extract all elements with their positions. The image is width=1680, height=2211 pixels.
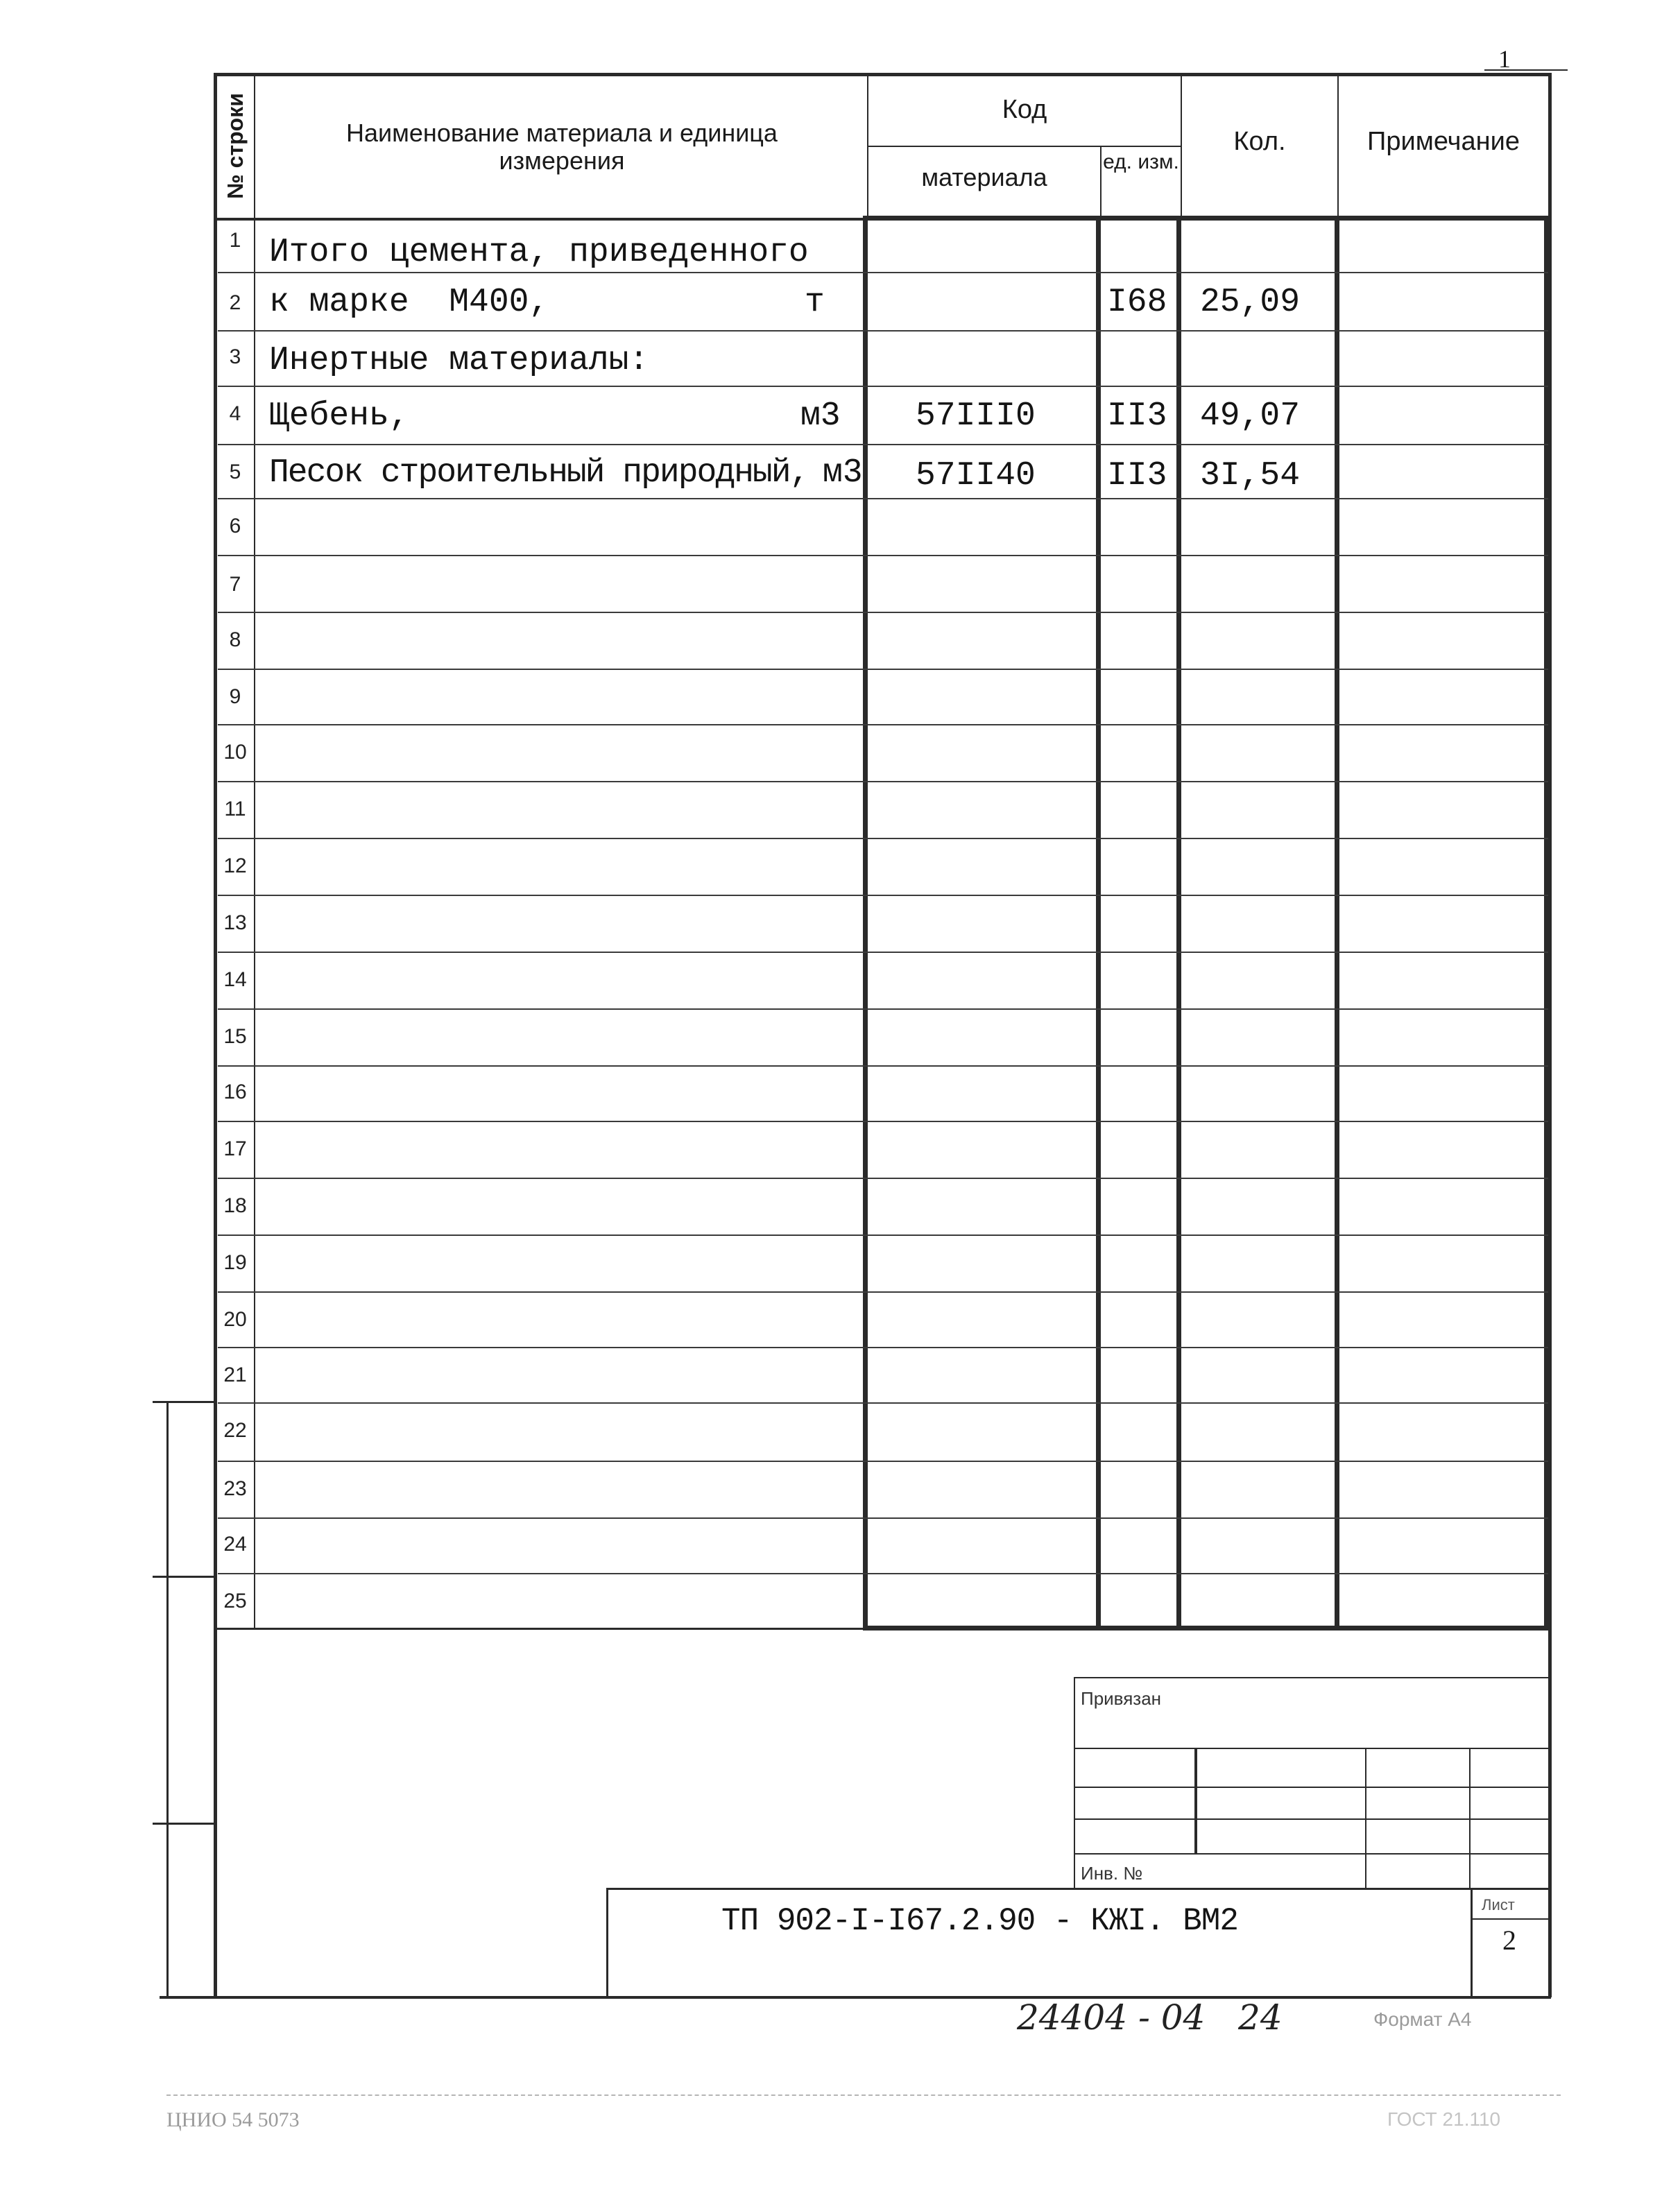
header-material: материала bbox=[921, 163, 1047, 191]
row-5-unit-code: II3 bbox=[1107, 457, 1167, 494]
row-number: 23 bbox=[223, 1477, 247, 1500]
row-number: 20 bbox=[223, 1308, 247, 1331]
row-4-unit-code: II3 bbox=[1107, 397, 1167, 435]
stamp-divider bbox=[1365, 1748, 1366, 1889]
row-5-material: 57II40 bbox=[916, 457, 1036, 494]
title-sheet-split bbox=[1471, 1918, 1548, 1920]
row-number: 2 bbox=[229, 291, 241, 314]
row-number: 5 bbox=[229, 461, 241, 483]
col-right-thick bbox=[1544, 216, 1549, 1631]
row-number: 10 bbox=[223, 741, 247, 764]
sheet-label: Лист bbox=[1482, 1896, 1515, 1913]
row-1-name: Итого цемента, приведенного bbox=[269, 234, 809, 271]
row-number: 11 bbox=[224, 798, 246, 820]
table-bottom bbox=[214, 1628, 866, 1630]
row-number: 21 bbox=[223, 1363, 247, 1386]
stamp-line bbox=[1074, 1853, 1548, 1855]
row-number: 13 bbox=[223, 911, 247, 934]
row-number: 18 bbox=[223, 1194, 247, 1217]
header-qty: Кол. bbox=[1233, 127, 1286, 156]
binding-tick bbox=[153, 1401, 215, 1403]
footer-rule bbox=[166, 2094, 1561, 2096]
row-number: 9 bbox=[229, 685, 241, 708]
binding-margin-line bbox=[166, 1401, 169, 1996]
format-label: Формат А4 bbox=[1373, 2008, 1472, 2030]
header-code: Код bbox=[1002, 95, 1047, 124]
page-number: 1 bbox=[1498, 45, 1511, 73]
stamp-line bbox=[1074, 1818, 1548, 1820]
row-2-qty: 25,09 bbox=[1200, 284, 1301, 321]
row-number: 14 bbox=[223, 968, 247, 991]
row-4-name: Щебень, bbox=[269, 397, 409, 435]
binding-tick bbox=[153, 1823, 215, 1825]
header-code-split bbox=[867, 146, 1181, 147]
document-code: ТП 902-I-I67.2.90 - КЖI. ВМ2 bbox=[721, 1903, 1238, 1939]
stamp-inv-label: Инв. № bbox=[1081, 1863, 1143, 1884]
frame-top bbox=[214, 73, 1551, 76]
frame-left bbox=[214, 73, 217, 1997]
row-number: 12 bbox=[223, 854, 247, 877]
row-5-name: Песок строительный природный, bbox=[269, 454, 809, 492]
row-2-name: к марке М400, bbox=[269, 284, 549, 321]
header-unit: ед. изм. bbox=[1103, 150, 1179, 173]
sheet-number: 2 bbox=[1502, 1925, 1516, 1956]
header-row-number bbox=[217, 76, 253, 215]
frame-bottom bbox=[160, 1996, 1551, 1999]
header-divider-rowno bbox=[254, 73, 255, 1628]
row-4-unit-label: м3 bbox=[800, 397, 841, 435]
row-number: 8 bbox=[229, 628, 241, 651]
row-number: 16 bbox=[223, 1081, 247, 1103]
row-number: 1 bbox=[229, 229, 241, 252]
header-name: Наименование материала и единица измерения bbox=[346, 119, 778, 175]
col-unit-left-thick bbox=[1096, 216, 1101, 1631]
col-qty-left-thick bbox=[1176, 216, 1181, 1631]
header-bottom-thick bbox=[863, 216, 1548, 221]
row-number: 24 bbox=[223, 1533, 247, 1556]
printer-label: ЦНИО 54 5073 bbox=[166, 2108, 300, 2131]
handwritten-number: 24404 - 04 24 bbox=[1017, 1997, 1283, 2038]
row-5-unit-label: м3 bbox=[823, 454, 863, 492]
row-4-qty: 49,07 bbox=[1200, 397, 1301, 435]
row-number: 17 bbox=[223, 1137, 247, 1160]
stamp-divider bbox=[1469, 1748, 1471, 1889]
col-material-left-thick bbox=[863, 216, 868, 1631]
col-note-left-thick bbox=[1335, 216, 1339, 1631]
row-number: 7 bbox=[229, 573, 241, 596]
row-3-name: Инертные материалы: bbox=[269, 342, 649, 379]
top-edge-mark bbox=[1484, 69, 1568, 71]
row-number: 25 bbox=[223, 1590, 247, 1612]
stamp-divider bbox=[1194, 1748, 1197, 1853]
row-5-qty: 3I,54 bbox=[1200, 457, 1301, 494]
binding-tick bbox=[153, 1576, 215, 1578]
row-number: 19 bbox=[223, 1251, 247, 1274]
stamp-line bbox=[1074, 1787, 1548, 1788]
row-number: 3 bbox=[229, 345, 241, 368]
row-number: 4 bbox=[229, 402, 241, 425]
header-note: Примечание bbox=[1367, 127, 1520, 156]
row-2-unit-code: I68 bbox=[1107, 284, 1167, 321]
table-bottom-thick bbox=[863, 1626, 1548, 1631]
row-2-unit-label: т bbox=[805, 284, 825, 321]
header-row-number-label: № строки bbox=[222, 92, 248, 199]
header-bottom bbox=[214, 218, 866, 221]
row-number: 15 bbox=[223, 1025, 247, 1048]
gost-label: ГОСТ 21.110 bbox=[1387, 2108, 1501, 2130]
row-number: 6 bbox=[229, 515, 241, 537]
stamp-line bbox=[1074, 1748, 1548, 1749]
stamp-attached-label: Привязан bbox=[1081, 1688, 1162, 1709]
row-4-material: 57III0 bbox=[916, 397, 1036, 435]
row-number: 22 bbox=[223, 1419, 247, 1442]
